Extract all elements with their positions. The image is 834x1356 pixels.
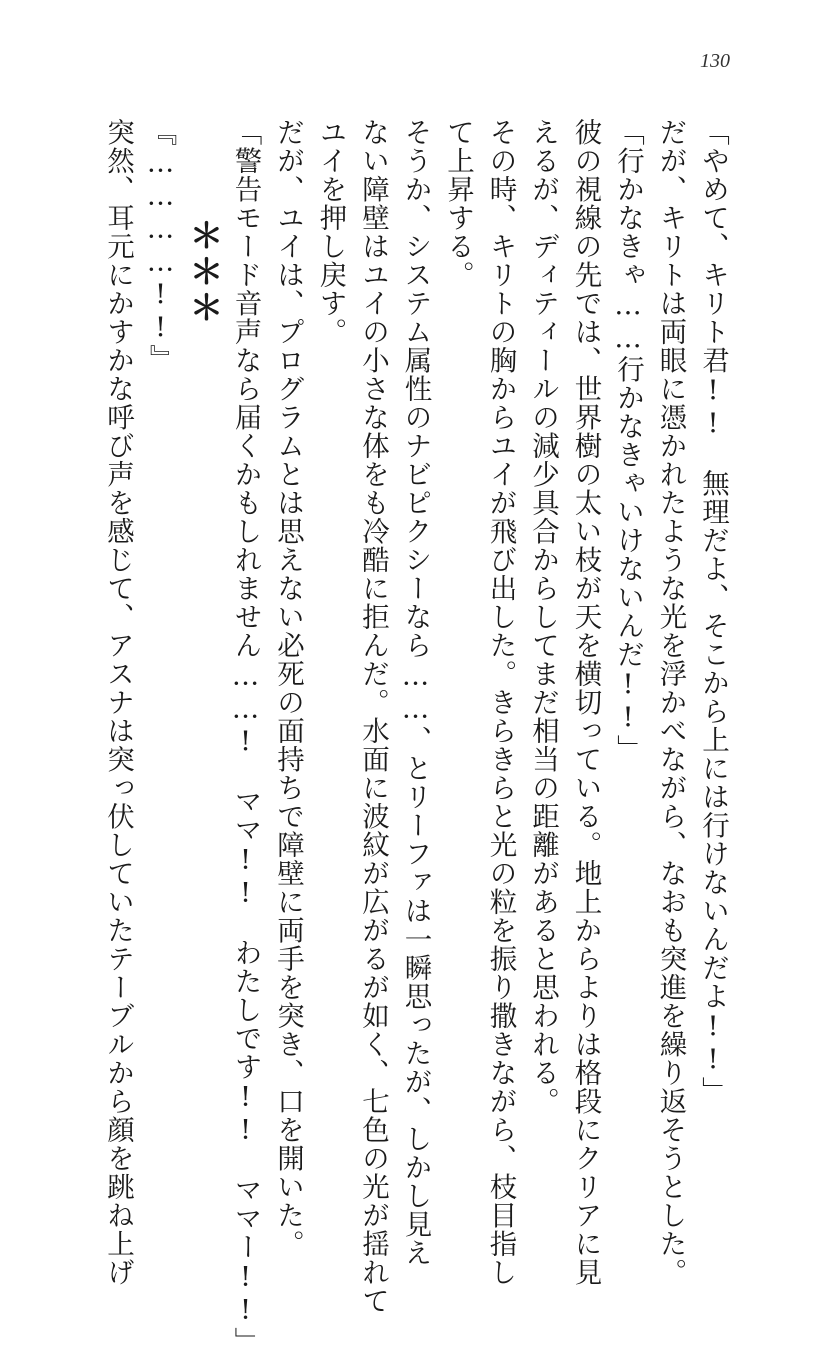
novel-text-body [97, 118, 735, 1356]
text-line: 「やめて、キリト君!! 無理だよ、そこから上には行けないんだよ!!」 [697, 118, 729, 1105]
text-line: えるが、ディティールの減少具合からしてまだ相当の距離があると思われる。 [527, 118, 559, 1116]
text-line: だが、ユイは、プログラムとは思えない必死の面持ちで障壁に両手を突き、口を開いた。 [272, 118, 304, 1258]
text-line: だが、キリトは両眼に憑かれたような光を浮かべながら、なおも突進を繰り返そうとした。 [654, 118, 687, 1287]
text-line: ない障壁はユイの小さな体をも冷酷に拒んだ。水面に波紋が広がるが如く、七色の光が揺れて [357, 118, 389, 1315]
text-line: そうか、システム属性のナビピクシーなら……、とリーファは一瞬思ったが、しかし見え [399, 118, 432, 1267]
text-line: 「警告モード音声なら届くかもしれません……! ママ!! わたしです!! ママー!!」 [229, 118, 262, 1356]
text-line: ユイを押し戻す。 [314, 118, 347, 346]
scene-break: ＊＊＊ [183, 218, 223, 326]
text-line: て上昇する。 [442, 118, 474, 289]
text-line: 突然、耳元にかすかな呼び声を感じて、アスナは突っ伏していたテーブルから顔を跳ね上げ [102, 118, 134, 1287]
text-line: 『…………!!』 [144, 118, 177, 373]
text-line: 「行かなきゃ……行かなきゃいけないんだ!!」 [612, 118, 644, 763]
text-line: 彼の視線の先では、世界樹の太い枝が天を横切っている。地上からよりは格段にクリアに見 [569, 118, 602, 1287]
page-number: 130 [700, 50, 730, 72]
text-line: その時、キリトの胸からユイが飛び出した。きらきらと光の粒を振り撒きながら、枝目指し [484, 118, 517, 1287]
